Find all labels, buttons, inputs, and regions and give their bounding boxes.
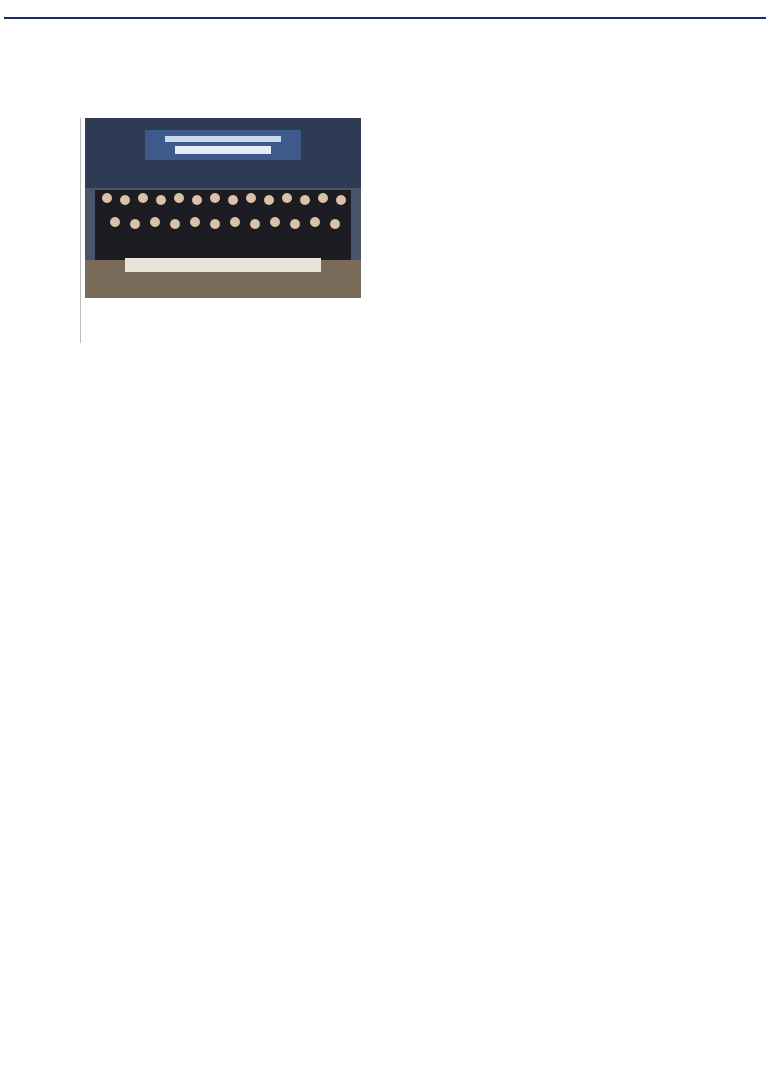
article1-photo-caption	[85, 302, 361, 342]
header-rule	[4, 17, 766, 19]
article1-col1	[10, 118, 78, 344]
article1-photo	[85, 118, 361, 298]
